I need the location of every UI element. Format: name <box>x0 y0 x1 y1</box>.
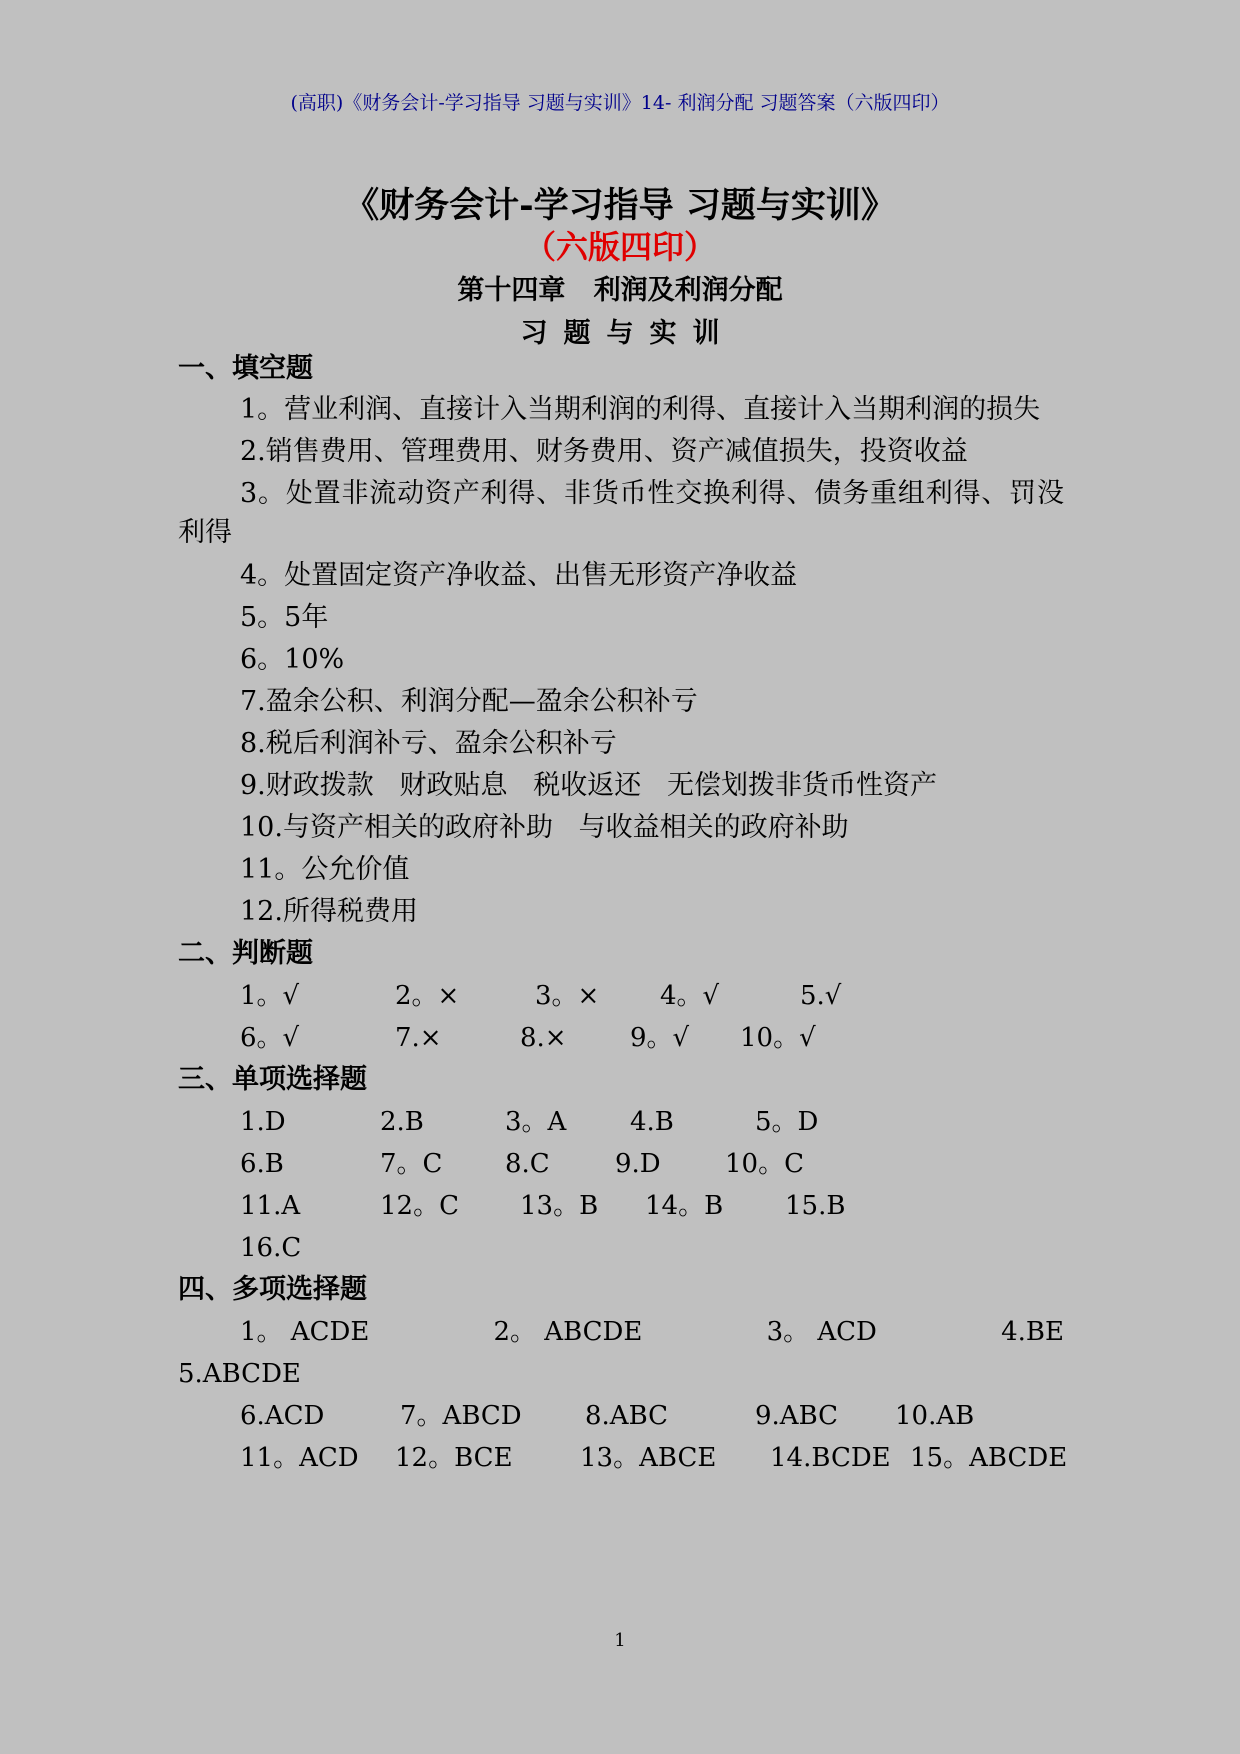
fill-blank-item: 1。营业利润、直接计入当期利润的利得、直接计入当期利润的损失 <box>240 394 1041 425</box>
fill-blank-item: 8.税后利润补亏、盈余公积补亏 <box>240 728 617 759</box>
running-header: (高职)《财务会计-学习指导 习题与实训》14- 利润分配 习题答案（六版四印） <box>290 92 950 114</box>
fill-blank-item: 12.所得税费用 <box>240 896 418 927</box>
section-heading-true-false: 二、判断题 <box>178 938 313 969</box>
answer-content <box>178 348 1068 1479</box>
answer-item: 10。C <box>725 1149 804 1179</box>
answer-item: 7.× <box>395 1023 442 1053</box>
answer-item: 13。B <box>520 1191 599 1221</box>
answer-item: 8.× <box>520 1023 567 1053</box>
answer-item: 1。 ACDE <box>240 1317 370 1347</box>
answer-item: 6.ACD <box>240 1401 325 1431</box>
section-subtitle: 习题与实训 <box>520 318 736 349</box>
answer-item: 11.A <box>240 1191 301 1221</box>
answer-item: 16.C <box>240 1233 302 1263</box>
chapter-title: 第十四章 利润及利润分配 <box>457 275 783 306</box>
answer-item: 1。√ <box>240 981 300 1011</box>
fill-blank-item: 5。5年 <box>240 602 329 633</box>
answer-item: 6。√ <box>240 1023 300 1053</box>
answer-item: 6.B <box>240 1149 284 1179</box>
answer-item: 9。√ <box>630 1023 690 1053</box>
fill-blank-item: 2.销售费用、管理费用、财务费用、资产减值损失，投资收益 <box>240 436 968 467</box>
single-choice-row <box>178 1227 1064 1269</box>
multiple-choice-row <box>178 1395 1064 1437</box>
answer-item: 5.ABCDE <box>178 1359 301 1389</box>
answer-item: 9.D <box>615 1149 661 1179</box>
answer-item: 15。ABCDE <box>910 1443 1068 1473</box>
answer-item: 7。C <box>380 1149 443 1179</box>
answer-item: 5.√ <box>800 981 842 1011</box>
answer-item: 7。ABCD <box>400 1401 522 1431</box>
fill-blank-item: 3。处置非流动资产利得、非货币性交换利得、债务重组利得、罚没利得 <box>178 478 1064 548</box>
fill-blank-item: 4。处置固定资产净收益、出售无形资产净收益 <box>240 560 798 591</box>
answer-item: 8.ABC <box>585 1401 669 1431</box>
multiple-choice-row <box>178 1353 1064 1395</box>
answer-item: 10.AB <box>895 1401 975 1431</box>
answer-item: 4.B <box>630 1107 674 1137</box>
answer-item: 9.ABC <box>755 1401 839 1431</box>
answer-item: 2。× <box>395 981 460 1011</box>
answer-item: 12。C <box>380 1191 459 1221</box>
section-heading-fill-blank: 一、填空题 <box>178 353 313 384</box>
answer-item: 3。 ACD <box>766 1317 877 1347</box>
answer-item: 5。D <box>755 1107 819 1137</box>
fill-blank-item: 7.盈余公积、利润分配—盈余公积补亏 <box>240 686 698 717</box>
multiple-choice-row <box>178 1311 1064 1353</box>
true-false-row <box>178 1017 1064 1059</box>
answer-item: 13。ABCE <box>580 1443 717 1473</box>
answer-item: 2.B <box>380 1107 424 1137</box>
answer-item: 2。 ABCDE <box>493 1317 643 1347</box>
single-choice-row <box>178 1143 1064 1185</box>
fill-blank-item: 6。10% <box>240 644 345 675</box>
edition-label: （六版四印） <box>523 228 716 266</box>
fill-blank-item: 9.财政拨款 财政贴息 税收返还 无偿划拨非货币性资产 <box>240 770 938 801</box>
document-title: 《财务会计-学习指导 习题与实训》 <box>344 185 896 226</box>
answer-item: 4。√ <box>660 981 720 1011</box>
answer-item: 4.BE <box>1001 1317 1064 1347</box>
fill-blank-item: 11。公允价值 <box>240 854 410 885</box>
answer-item: 14.BCDE <box>770 1443 891 1473</box>
fill-blank-item: 10.与资产相关的政府补助 与收益相关的政府补助 <box>240 812 849 843</box>
section-heading-multiple-choice: 四、多项选择题 <box>178 1274 367 1305</box>
answer-item: 3。× <box>535 981 600 1011</box>
answer-item: 1.D <box>240 1107 286 1137</box>
answer-item: 8.C <box>505 1149 550 1179</box>
single-choice-row <box>178 1185 1064 1227</box>
multiple-choice-row <box>178 1437 1068 1479</box>
answer-item: 15.B <box>785 1191 846 1221</box>
single-choice-row <box>178 1101 1064 1143</box>
true-false-row <box>178 975 1064 1017</box>
answer-item: 14。B <box>645 1191 724 1221</box>
answer-item: 3。A <box>505 1107 567 1137</box>
answer-item: 12。BCE <box>395 1443 513 1473</box>
answer-item: 10。√ <box>740 1023 816 1053</box>
page-number: 1 <box>614 1630 626 1651</box>
answer-item: 11。ACD <box>240 1443 359 1473</box>
section-heading-single-choice: 三、单项选择题 <box>178 1064 367 1095</box>
